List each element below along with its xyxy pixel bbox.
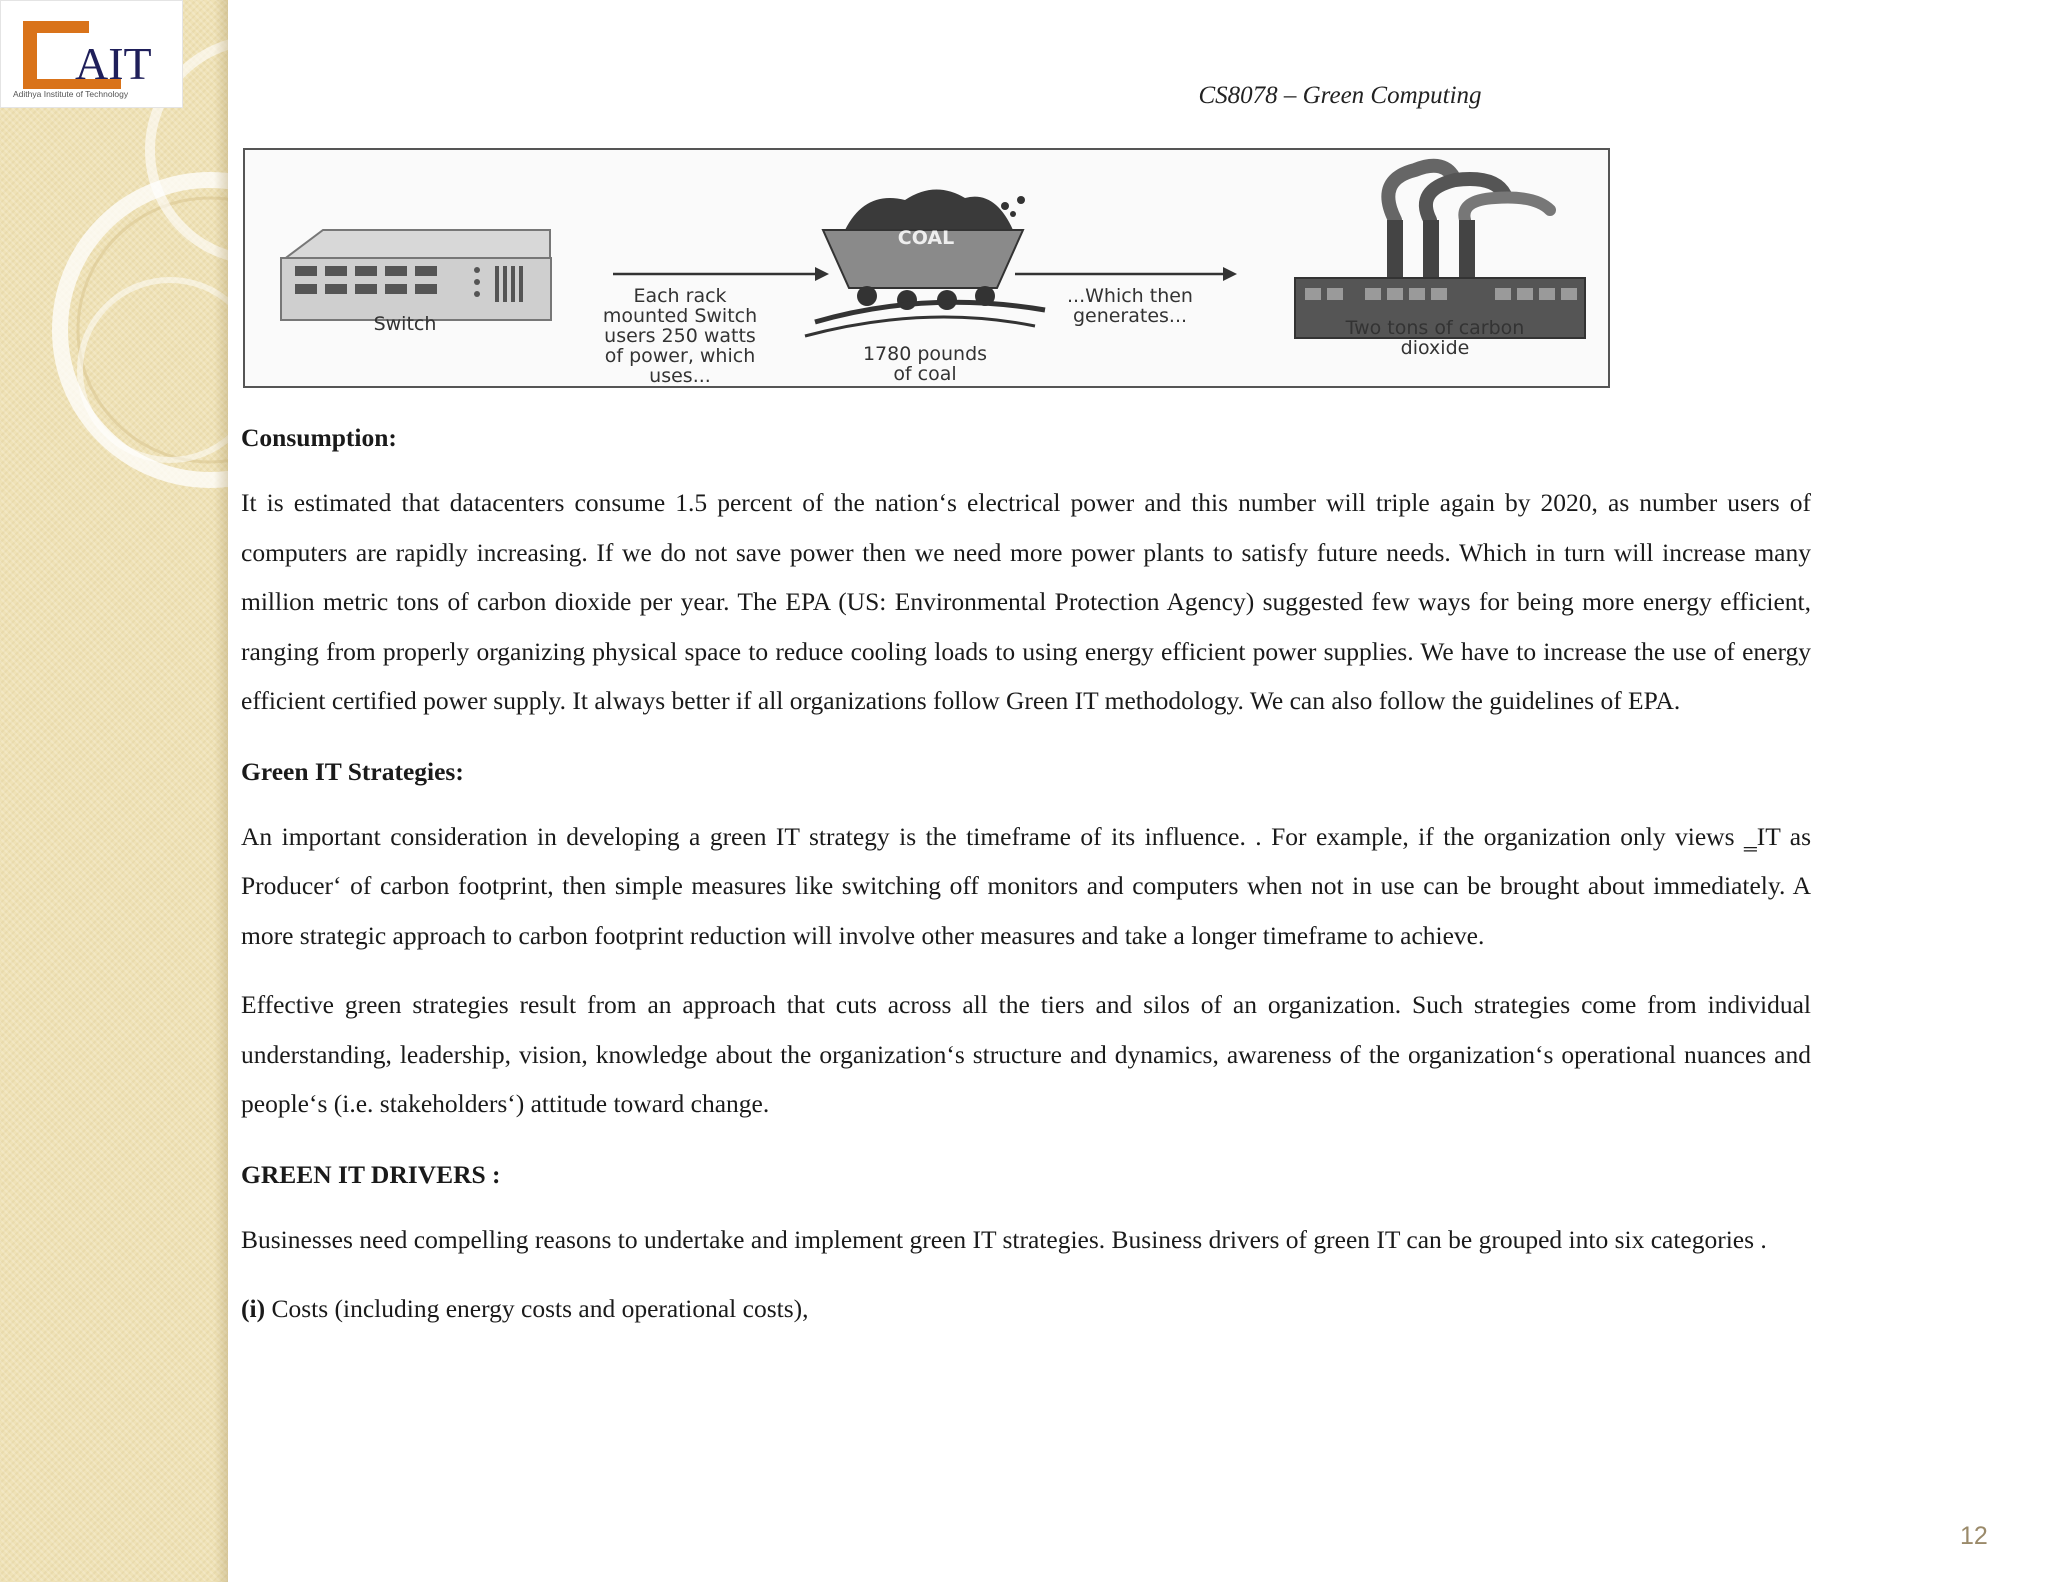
- power-to-co2-diagram: [243, 148, 1610, 388]
- drivers-paragraph: Businesses need compelling reasons to undertake and implement green IT strategies. Business drivers of green IT can be grouped into six categories .: [241, 1224, 1767, 1254]
- coal-cart-icon: [805, 189, 1045, 336]
- switch-label: Switch: [373, 313, 437, 335]
- document-body: [241, 418, 1811, 1334]
- list-item-text: Costs (including energy costs and operational costs),: [265, 1294, 809, 1323]
- consumption-heading: Consumption:: [241, 423, 397, 452]
- strategies-paragraph-1: An important consideration in developing a green IT strategy is the timeframe of its influence. . For example, if the organization only views ‗IT as Producer‘ of carbon footprint, then simple measures like switching off monitors and computers when not in use can be brought about immediately. A more strategic approach to carbon footprint reduction will involve other measures and take a longer timeframe to achieve.: [241, 821, 1811, 950]
- course-title: CS8078 – Green Computing: [1198, 82, 1482, 109]
- list-item-marker: (i): [241, 1294, 266, 1323]
- institute-logo: [0, 0, 183, 108]
- list-item: [241, 1284, 1811, 1334]
- coal-cart-label: COAL: [897, 227, 955, 249]
- decorative-rings: [0, 0, 228, 1582]
- decorative-left-band: [0, 0, 228, 1582]
- switch-power-label: Each rack mounted Switch users 250 watts of power, which uses...: [602, 285, 758, 387]
- consumption-paragraph: It is estimated that datacenters consume 1.5 percent of the nation‘s electrical power and this number will triple again by 2020, as number users of computers are rapidly increasing. If we do not save power then we need more power plants to satisfy future needs. Which in turn will increase many million metric tons of carbon dioxide per year. The EPA (US: Environmental Protection Agency) suggested few ways for being more energy efficient, ranging from properly organizing physical space to reduce cooling loads to using energy efficient power supplies. We have to increase the use of energy efficient certified power supply. It always better if all organizations follow Green IT methodology. We can also follow the guidelines of EPA.: [241, 488, 1811, 715]
- logo-subtext: Adithya Institute of Technology: [13, 89, 129, 99]
- arrow-right-icon: [613, 267, 829, 281]
- arrow-right-icon: [1015, 267, 1237, 281]
- network-switch-icon: [281, 230, 551, 320]
- strategies-paragraph-2: Effective green strategies result from an approach that cuts across all the tiers and silos of an organization. Such strategies come from individual understanding, leadership, vision, knowledge about the organization‘s structure and dynamics, awareness of the organization‘s operational nuances and people‘s (i.e. stakeholders‘) attitude toward change.: [241, 990, 1811, 1118]
- factory-icon: [1295, 166, 1585, 338]
- page-number: 12: [1960, 1522, 1988, 1550]
- generates-label: ...Which then generates...: [1067, 285, 1193, 327]
- drivers-heading: GREEN IT DRIVERS :: [241, 1159, 501, 1189]
- coal-amount-label: 1780 pounds of coal: [862, 343, 988, 385]
- strategies-heading: Green IT Strategies:: [241, 756, 464, 786]
- band-shadow-edge: [214, 0, 228, 1582]
- logo-text: AIT: [75, 38, 152, 89]
- co2-label: Two tons of carbon dioxide: [1345, 317, 1525, 359]
